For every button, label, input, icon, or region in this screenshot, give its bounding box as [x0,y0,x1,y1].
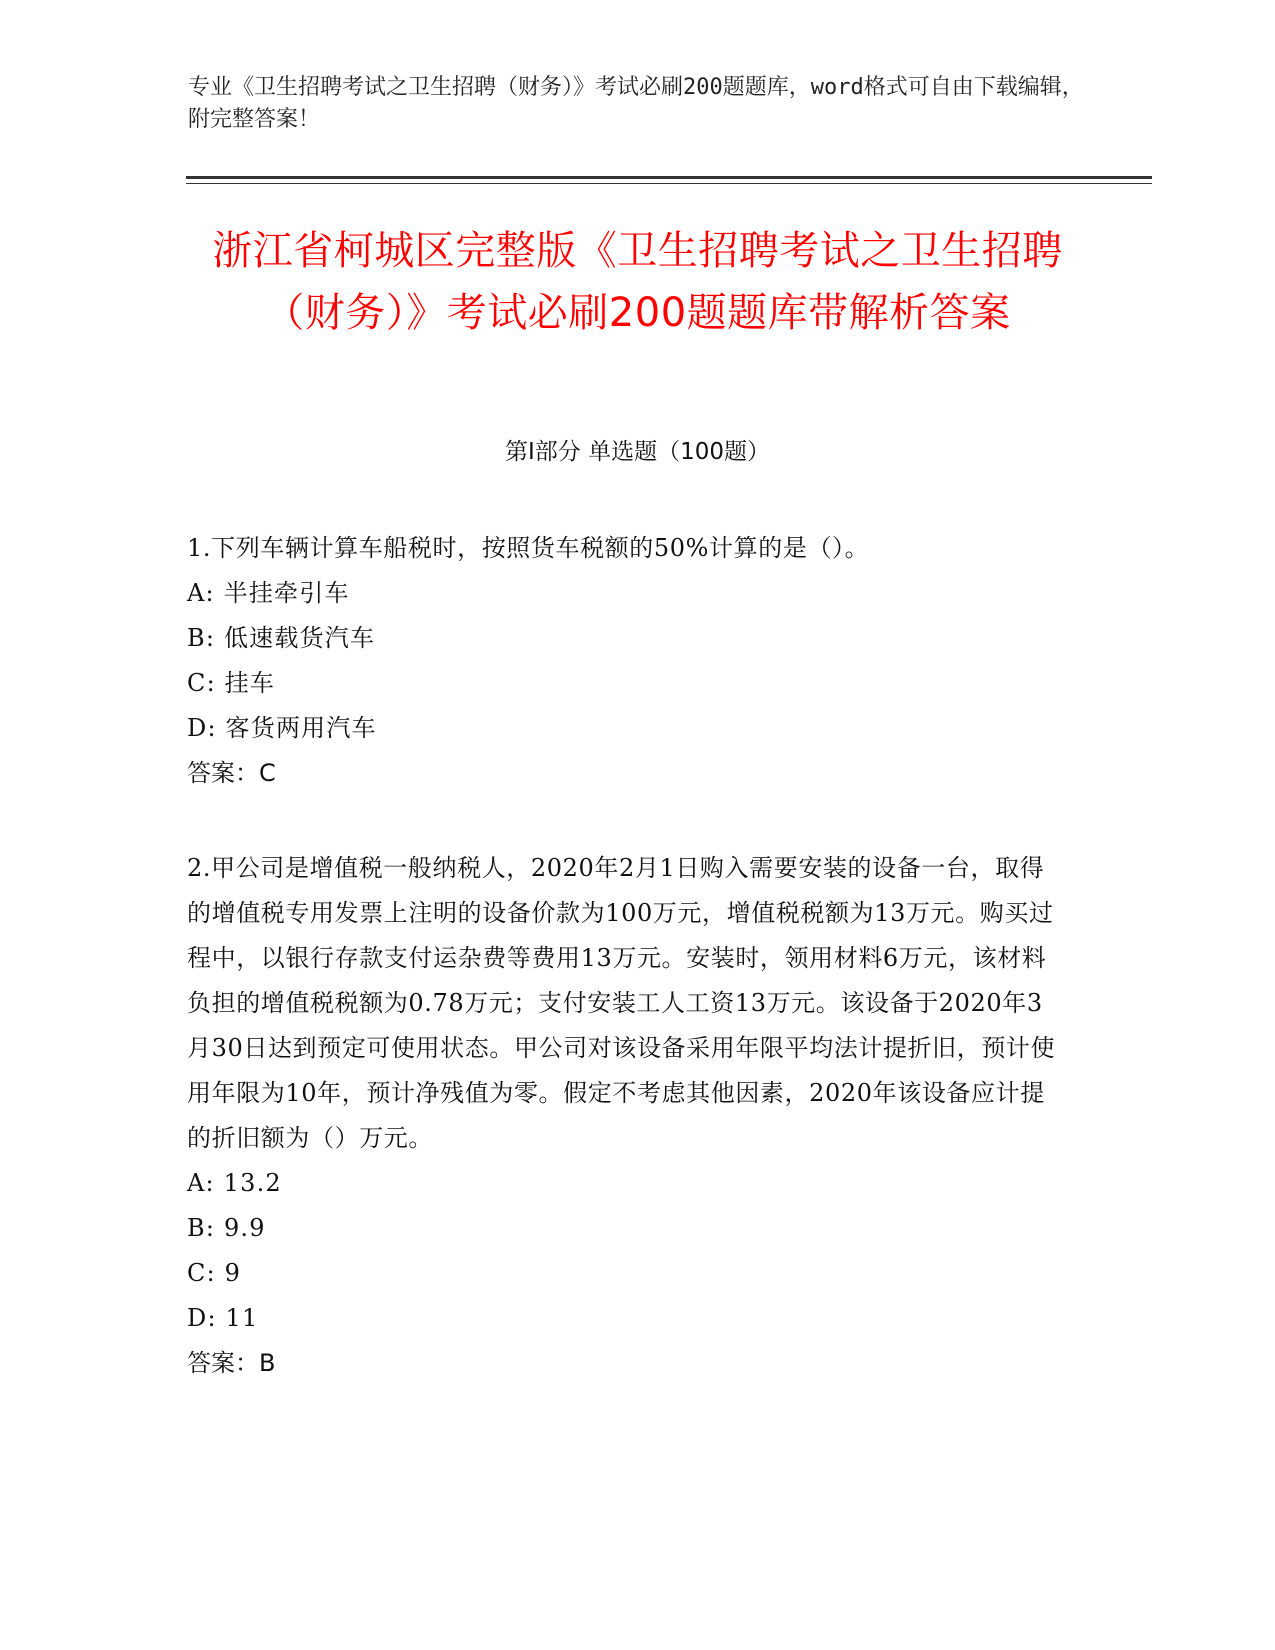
answer-line: 答案：B [187,1349,276,1377]
option-b: B: 9.9 [187,1214,266,1242]
question-stem: 2.甲公司是增值税一般纳税人，2020年2月1日购入需要安装的设备一台，取得的增值税专用发票上注明的设备价款为100万元，增值税税额为13万元。购买过程中，以银行存款支付运杂费等费用13万元。安装时，领用材料6万元，该材料负担的增值税税额为0.78万元；支付安装工人工资13万元。该设备于2020年3月30日达到预定可使用状态。甲公司对该设备采用年限平均法计提折旧，预计使用年限为10年，预计净残值为零。假定不考虑其他因素，2020年该设备应计提的折旧额为（）万元。 [187,854,1056,1152]
option-d: D: 客货两用汽车 [187,714,377,742]
header-rule-thick [186,176,1152,179]
option-a: A: 13.2 [187,1169,282,1197]
question-block [187,526,1067,796]
question-block [187,846,1067,1386]
option-c: C: 9 [187,1259,242,1287]
intro-text: 专业《卫生招聘考试之卫生招聘（财务）》考试必刷200题题库，word格式可自由下载编辑，附完整答案！ [188,75,1084,132]
option-a: A: 半挂牵引车 [187,579,350,607]
option-c: C: 挂车 [187,669,276,697]
option-b: B: 低速载货汽车 [187,624,376,652]
question-stem: 1.下列车辆计算车船税时，按照货车税额的50%计算的是（）。 [187,534,870,562]
answer-line: 答案：C [187,759,276,787]
header-rule-thin [186,183,1152,184]
document-title: 浙江省柯城区完整版《卫生招聘考试之卫生招聘（财务）》考试必刷200题题库带解析答案 [212,228,1063,336]
option-d: D: 11 [187,1304,259,1332]
section-heading: 第I部分 单选题（100题） [505,439,770,465]
